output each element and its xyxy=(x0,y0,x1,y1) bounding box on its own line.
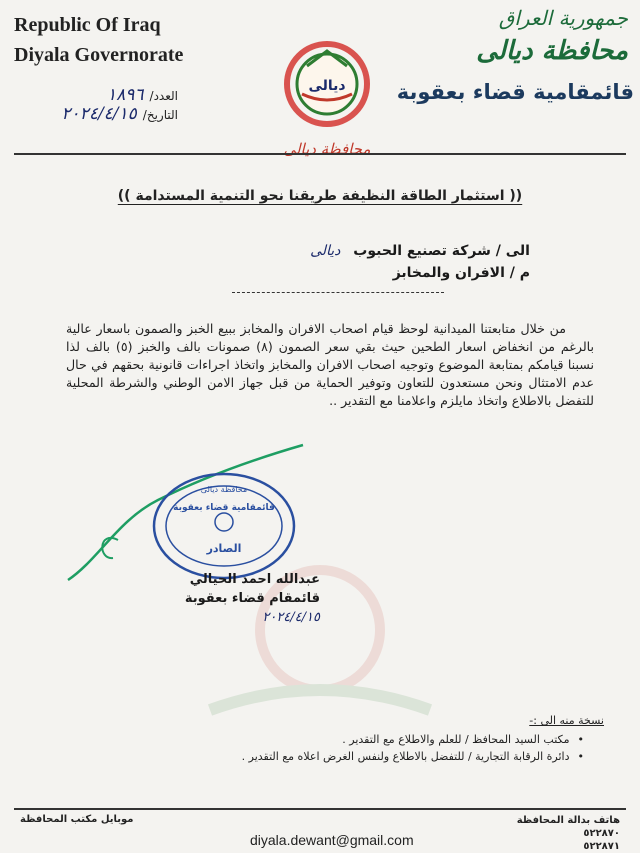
body-paragraph: من خلال متابعتنا الميدانية لوحظ قيام اصحاب الافران والمخابز ببيع الخبز والصمون باسعار عالية بالرغم من انخفاض اسعار الطحين حيث بقي سعر الصمون (٨) صمونات بالف والخبز (٥) بالف لذا نسبنا قيامكم بمتابعة الموضوع وتوجيه اصحاب الافران والمخابز واتخاذ اجراءات قانونية بحقهم في حال عدم الامتثال ونحن مستعدون للتعاون وتوفير الحماية من قبل جهاز الامن الوطني والشرطة المحلية للتفضل بالاطلاع واتخاذ مايلزم واعلامنا مع التقدير .. xyxy=(66,321,595,408)
dashed-separator xyxy=(232,292,444,293)
english-letterhead xyxy=(14,10,183,70)
logo-caption: محافظة ديالى xyxy=(283,140,371,158)
en-governorate: Diyala Governorate xyxy=(14,44,184,66)
ar-district-office: قائمقامية قضاء بعقوبة xyxy=(396,80,634,104)
signer-date: ٢٠٢٤/٤/١٥ xyxy=(262,610,320,625)
number-value: ١٨٩٦ xyxy=(107,85,144,105)
footer-divider xyxy=(14,808,626,810)
addressee-line2: م / الافران والمخابز xyxy=(392,265,530,281)
footer-email[interactable]: diyala.dewant@gmail.com xyxy=(250,832,414,848)
en-country: Republic Of Iraq xyxy=(14,14,161,36)
reference-block xyxy=(58,86,178,124)
addressee-line1: الى / شركة تصنيع الحبوب xyxy=(353,243,530,259)
copies-block xyxy=(242,712,604,765)
official-stamp xyxy=(150,470,298,582)
number-label: العدد/ xyxy=(149,89,178,103)
list-item: • دائرة الرقابة التجارية / للتفضل بالاطلاع ولنفس الغرض اعلاه مع التقدير . xyxy=(242,748,584,765)
letter-subject: (( استثمار الطاقة النظيفة طريقنا نحو التنمية المستدامة )) xyxy=(117,188,523,204)
stamp-middle-text: قائمقامية قضاء بعقوبة xyxy=(173,503,275,513)
stamp-bottom-text: الصادر xyxy=(206,542,242,555)
logo-text: ديالى xyxy=(308,78,346,94)
stamp-top-text: محافظة ديالى xyxy=(200,485,248,494)
addressee-handwritten: ديالى xyxy=(310,243,341,259)
ar-country: جمهورية العراق xyxy=(498,6,628,30)
copies-list xyxy=(242,731,584,765)
date-value: ٢٠٢٤/٤/١٥ xyxy=(61,104,137,124)
governorate-logo xyxy=(272,36,382,166)
letter-body xyxy=(66,320,594,410)
date-label: التاريخ/ xyxy=(142,108,178,122)
phone-2: ٥٢٢٨٧١ xyxy=(583,841,620,852)
copies-heading: نسخة منه الى :- xyxy=(529,714,604,727)
signer-name: عبدالله احمد الحيالي xyxy=(189,572,320,587)
phone-1: ٥٢٢٨٧٠ xyxy=(583,828,620,839)
mobile-label: موبايل مكتب المحافظة xyxy=(20,814,134,825)
signer-title: قائمقام قضاء بعقوبة xyxy=(184,591,320,606)
footer-phones xyxy=(517,814,620,853)
list-item: • مكتب السيد المحافظ / للعلم والاطلاع مع التقدير . xyxy=(242,731,584,748)
arabic-letterhead xyxy=(396,6,634,104)
ar-governorate: محافظة ديالى xyxy=(476,36,628,66)
addressee-block xyxy=(310,240,530,284)
signer-block xyxy=(180,570,320,627)
phone-label: هاتف بدالة المحافظة xyxy=(516,815,620,826)
header-divider xyxy=(14,153,626,155)
